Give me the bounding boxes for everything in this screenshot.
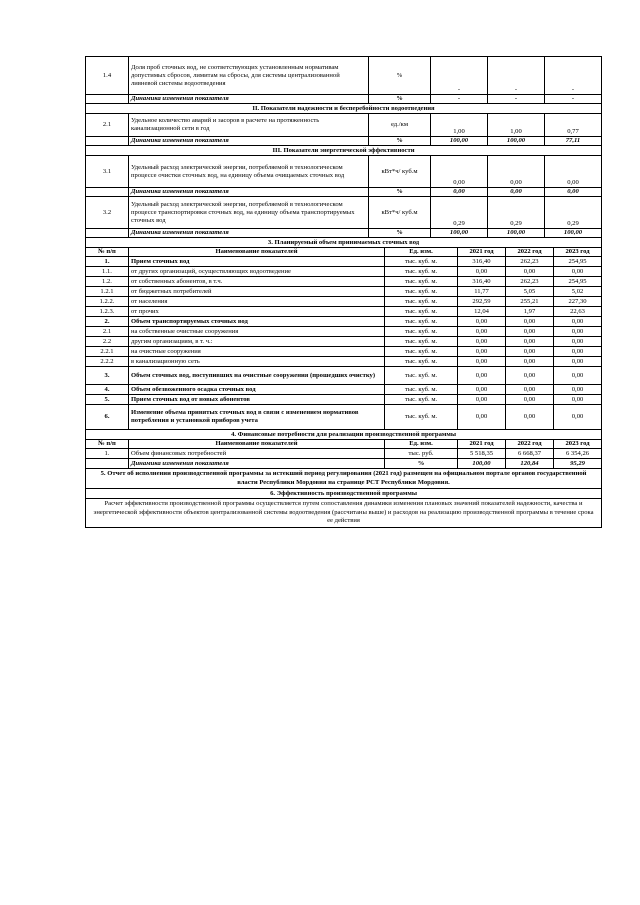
column-header: 2021 год: [458, 248, 506, 257]
table-row: Динамика изменения показателя % - - -: [86, 95, 602, 104]
table-row: 5. Прием сточных вод от новых абонентов тыс. куб. м. 0,00 0,00 0,00: [86, 395, 602, 405]
table-row: 3.2 Удельный расход электрической энергии, потребляемой в технологическом процессе транспортировки сточных вод, на единицу объема транспортируемых сточных вод кВт*ч/ куб.м 0,29 0,29 0,29: [86, 197, 602, 229]
table-row: 2.2.1 на очистные сооружения тыс. куб. м. 0,00 0,00 0,00: [86, 347, 602, 357]
section-header: 6. Эффективность производственной программы: [86, 489, 602, 499]
column-header: № п/п: [86, 248, 129, 257]
table-row: 1.2.1 от бюджетных потребителей тыс. куб. м. 11,77 5,05 5,02: [86, 287, 602, 297]
indicators-table: [85, 56, 602, 238]
table-row: 4. Объем обезвоженного осадка сточных вод тыс. куб. м. 0,00 0,00 0,00: [86, 385, 602, 395]
efficiency-text-row: [86, 499, 602, 528]
table-header-row: [86, 440, 602, 449]
table-row: 2. Объем транспортируемых сточных вод тыс. куб. м. 0,00 0,00 0,00: [86, 317, 602, 327]
table-row: 1. Прием сточных вод тыс. куб. м. 316,40 262,23 254,95: [86, 257, 602, 267]
table-row: 2.1 на собственные очистные сооружения тыс. куб. м. 0,00 0,00 0,00: [86, 327, 602, 337]
table-header-row: [86, 248, 602, 257]
column-header: Наименование показателей: [129, 440, 385, 449]
wastewater-volume-table: [85, 238, 602, 430]
table-row: 1. Объем финансовых потребностей тыс. руб. 5 518,35 6 668,37 6 354,26: [86, 449, 602, 459]
table-row: Динамика изменения показателя % 100,00 100,00 77,11: [86, 137, 602, 146]
table-row: 1.1. от других организаций, осуществляющих водоотведение тыс. куб. м. 0,00 0,00 0,00: [86, 267, 602, 277]
table-row: 1.4 Доля проб сточных вод, не соответствующих установленным нормативам допустимых сбросов, лимитам на сбросы, для системы централизованной ливневой системы водоотведения % - - -: [86, 57, 602, 95]
column-header: 2022 год: [506, 248, 554, 257]
table-row: Динамика изменения показателя % 100,00 120,84 95,29: [86, 459, 602, 469]
column-header: 2023 год: [554, 440, 602, 449]
column-header: 2023 год: [554, 248, 602, 257]
column-header: № п/п: [86, 440, 129, 449]
table-row: Динамика изменения показателя % 100,00 100,00 100,00: [86, 229, 602, 238]
table-row: 1.2.2. от населения тыс. куб. м. 292,59 255,21 227,30: [86, 297, 602, 307]
table-row: 2.2.2 в канализационную сеть тыс. куб. м. 0,00 0,00 0,00: [86, 357, 602, 367]
table-row: 1.2.3. от прочих тыс. куб. м. 12,04 1,97 22,63: [86, 307, 602, 317]
section-header: III. Показатели энергетической эффективности: [86, 146, 602, 156]
table-row: 2.1 Удельное количество аварий и засоров в расчете на протяженность канализационной сети в год ед./км 1,00 1,00 0,77: [86, 114, 602, 137]
column-header: 2021 год: [458, 440, 506, 449]
table-row: Динамика изменения показателя % 0,00 0,00 0,00: [86, 188, 602, 197]
table-row: 2.2 другим организациям, в т. ч.: тыс. куб. м. 0,00 0,00 0,00: [86, 337, 602, 347]
column-header: Ед. изм.: [385, 440, 458, 449]
efficiency-text: Расчет эффективности производственной программы осуществляется путем сопоставления динамики изменения плановых значений показателей надежности, качества и энергетической эффективности объектов централизованной системы водоотведения (рассчитаны выше) и расходов на реализацию производственной программы в течение срока ее действия: [86, 499, 602, 528]
table-row: 6. Изменение объема принятых сточных вод в связи с изменением нормативов потребления и установкой приборов учета тыс. куб. м. 0,00 0,00 0,00: [86, 405, 602, 430]
report-notice-row: [86, 469, 602, 489]
table-row: 3.1 Удельный расход электрической энергии, потребляемой в технологическом процессе очистки сточных вод, на единицу объема очищаемых сточных вод кВт*ч/ куб.м 0,00 0,00 0,00: [86, 156, 602, 188]
table-row: 1.2. от собственных абонентов, в т.ч. тыс. куб. м. 316,40 262,23 254,95: [86, 277, 602, 287]
table-row: 3. Объем сточных вод, поступивших на очистные сооружения (прошедших очистку) тыс. куб. м. 0,00 0,00 0,00: [86, 367, 602, 385]
document-page: [85, 56, 601, 528]
column-header: Наименование показателей: [129, 248, 385, 257]
section-header: II. Показатели надежности и бесперебойности водоотведения: [86, 104, 602, 114]
section-header: 3. Планируемый объем принимаемых сточных вод: [86, 238, 602, 248]
section-header: 4. Финансовые потребности для реализации производственной программы: [86, 430, 602, 440]
financial-needs-table: [85, 430, 602, 528]
column-header: Ед. изм.: [385, 248, 458, 257]
report-notice: 5. Отчет об исполнении производственной программы за истекший период регулирования (2021 год) размещен на официальном портале органов государственной власти Республики Мордовия на странице РСТ Республики Мордовия.: [86, 469, 602, 489]
column-header: 2022 год: [506, 440, 554, 449]
